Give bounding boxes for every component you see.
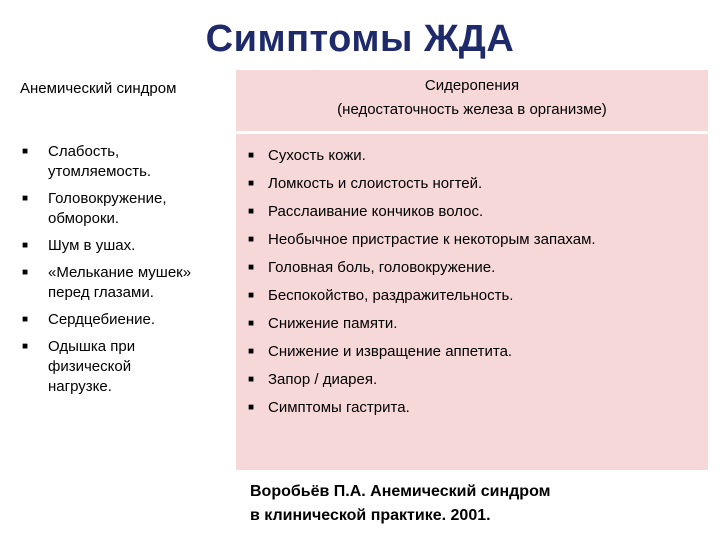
list-item-line: Шум в ушах. — [48, 237, 136, 254]
list-item-line: физической — [48, 358, 132, 375]
bullet-icon: ■ — [22, 341, 29, 352]
list-item-text: Сухость кожи. — [268, 147, 366, 164]
bullet-icon: ■ — [248, 234, 255, 245]
list-item-text: Головная боль, головокружение. — [268, 259, 496, 276]
bullet-icon: ■ — [248, 318, 255, 329]
list-item-text: Снижение и извращение аппетита. — [268, 343, 513, 360]
anemic-syndrome-list — [22, 142, 232, 404]
list-item — [22, 142, 232, 182]
list-item-line: перед глазами. — [48, 284, 154, 301]
list-item-line: Сердцебиение. — [48, 311, 156, 328]
list-item — [22, 263, 232, 303]
sideropenia-header-title: Сидеропения — [424, 77, 520, 94]
bullet-icon: ■ — [22, 193, 29, 204]
bullet-icon: ■ — [248, 150, 255, 161]
list-item-text: Беспокойство, раздражительность. — [268, 287, 514, 304]
bullet-icon: ■ — [248, 262, 255, 273]
anemic-syndrome-header: Анемический синдром — [20, 80, 177, 97]
list-item — [248, 338, 708, 366]
citation-line: в клинической практике. 2001. — [250, 507, 491, 524]
list-item-line: обмороки. — [48, 210, 120, 227]
bullet-icon: ■ — [248, 178, 255, 189]
list-item — [248, 394, 708, 422]
list-item-text: Запор / диарея. — [268, 371, 378, 388]
bullet-icon: ■ — [22, 314, 29, 325]
list-item — [248, 310, 708, 338]
list-item — [22, 236, 232, 256]
bullet-icon: ■ — [248, 374, 255, 385]
bullet-icon: ■ — [22, 240, 29, 251]
list-item — [22, 189, 232, 229]
list-item-line: утомляемость. — [48, 163, 152, 180]
list-item — [22, 337, 232, 397]
list-item — [248, 254, 708, 282]
list-item — [248, 366, 708, 394]
sideropenia-header — [236, 74, 708, 122]
list-item-line: Одышка при — [48, 338, 136, 355]
bullet-icon: ■ — [22, 146, 29, 157]
list-item — [248, 226, 708, 254]
bullet-icon: ■ — [248, 346, 255, 357]
header-divider — [236, 131, 708, 134]
list-item-line: Головокружение, — [48, 190, 167, 207]
list-item-text: Расслаивание кончиков волос. — [268, 203, 484, 220]
citation-line: Воробьёв П.А. Анемический синдром — [250, 483, 551, 500]
list-item-line: нагрузке. — [48, 378, 112, 395]
bullet-icon: ■ — [248, 206, 255, 217]
list-item-line: «Мелькание мушек» — [48, 264, 192, 281]
list-item — [248, 282, 708, 310]
list-item — [248, 142, 708, 170]
sideropenia-list — [248, 142, 708, 422]
sideropenia-header-subtitle: (недостаточность железа в организме) — [337, 101, 607, 118]
list-item — [248, 170, 708, 198]
list-item — [248, 198, 708, 226]
list-item-text: Ломкость и слоистость ногтей. — [268, 175, 483, 192]
list-item — [22, 310, 232, 330]
citation — [250, 480, 550, 528]
list-item-line: Слабость, — [48, 143, 120, 160]
bullet-icon: ■ — [22, 267, 29, 278]
list-item-text: Необычное пристрастие к некоторым запахам. — [268, 231, 596, 248]
bullet-icon: ■ — [248, 290, 255, 301]
bullet-icon: ■ — [248, 402, 255, 413]
list-item-text: Снижение памяти. — [268, 315, 398, 332]
list-item-text: Симптомы гастрита. — [268, 399, 410, 416]
slide-title: Симптомы ЖДА — [205, 18, 515, 60]
